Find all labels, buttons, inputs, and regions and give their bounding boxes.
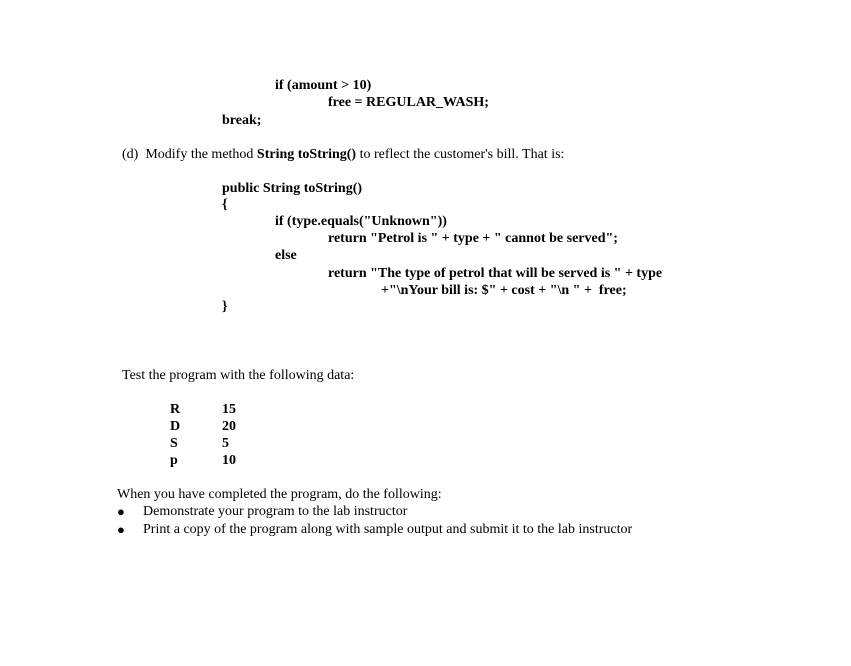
test-code: D [170, 419, 181, 434]
list-item: Demonstrate your program to the lab instructor [143, 504, 408, 519]
completion-intro: When you have completed the program, do the following: [117, 487, 442, 502]
code-return-bill-2: +"\nYour bill is: $" + cost + "\n " + free; [381, 283, 627, 298]
test-value: 20 [222, 419, 236, 434]
code-if-type: if (type.equals("Unknown")) [275, 214, 447, 229]
step-d-prefix: (d) Modify the method [122, 147, 257, 162]
code-return-bill-1: return "The type of petrol that will be served is " + type [328, 266, 663, 281]
code-open-brace: { [222, 197, 228, 212]
test-value: 10 [222, 453, 236, 468]
step-d-method: String toString() [256, 147, 357, 162]
bullet-icon: ● [117, 504, 125, 519]
test-code: S [170, 436, 178, 451]
bullet-icon: ● [117, 522, 125, 537]
code-close-brace: } [222, 299, 228, 314]
test-intro: Test the program with the following data: [122, 368, 355, 383]
code-break: break; [222, 113, 262, 128]
step-d-suffix: to reflect the customer's bill. That is: [356, 147, 565, 162]
code-if-amount: if (amount > 10) [275, 78, 372, 93]
code-return-unknown: return "Petrol is " + type + " cannot be served"; [328, 231, 618, 246]
test-code: p [170, 453, 178, 468]
test-code: R [170, 402, 181, 417]
step-d-instruction [122, 146, 564, 163]
test-value: 5 [222, 436, 229, 451]
test-value: 15 [222, 402, 236, 417]
code-free-assign: free = REGULAR_WASH; [328, 95, 489, 110]
list-item: Print a copy of the program along with sample output and submit it to the lab instructor [143, 522, 633, 537]
code-tostring-signature: public String toString() [222, 181, 363, 196]
code-else: else [275, 248, 297, 263]
